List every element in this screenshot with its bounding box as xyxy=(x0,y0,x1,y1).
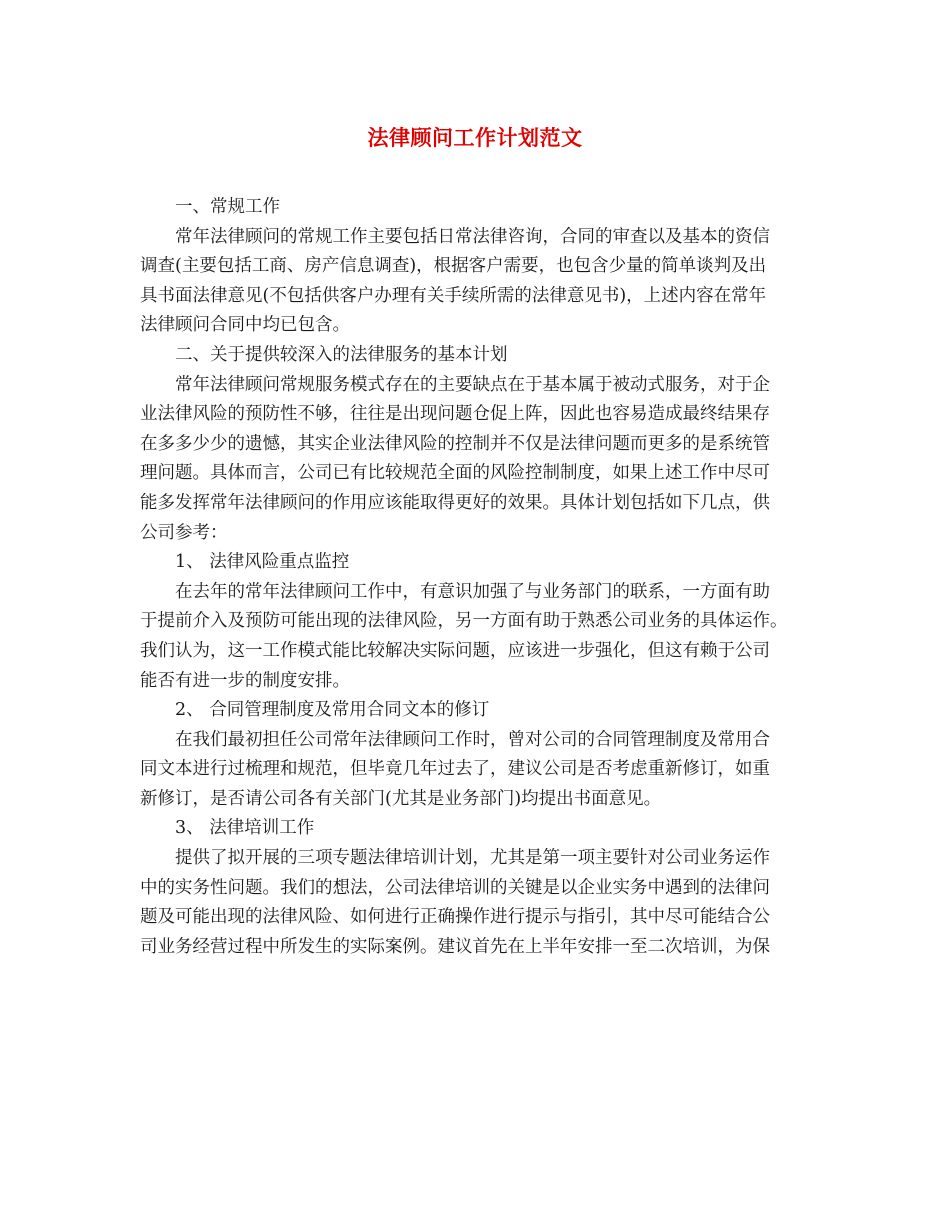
document-body xyxy=(140,193,820,962)
text-line: 新修订，是否请公司各有关部门(尤其是业务部门)均提出书面意见。 xyxy=(140,788,662,809)
text-line: 提供了拟开展的三项专题法律培训计划，尤其是第一项主要针对公司业务运作 xyxy=(175,848,770,869)
text-line: 公司参考： xyxy=(140,522,228,543)
text-line: 二、关于提供较深入的法律服务的基本计划 xyxy=(175,344,508,365)
text-line: 常年法律顾问常规服务模式存在的主要缺点在于基本属于被动式服务，对于企 xyxy=(175,374,770,395)
text-line: 题及可能出现的法律风险、如何进行正确操作进行提示与指引，其中尽可能结合公 xyxy=(140,907,770,928)
text-line: 1、 法律风险重点监控 xyxy=(175,552,350,573)
text-line: 在多多少少的遗憾，其实企业法律风险的控制并不仅是法律问题而更多的是系统管 xyxy=(140,433,770,454)
text-line: 司业务经营过程中所发生的实际案例。建议首先在上半年安排一至二次培训，为保 xyxy=(140,936,770,957)
text-line: 常年法律顾问的常规工作主要包括日常法律咨询，合同的审查以及基本的资信 xyxy=(175,226,770,247)
text-line: 2、 合同管理制度及常用合同文本的修订 xyxy=(175,700,490,721)
text-line: 一、常规工作 xyxy=(175,197,280,217)
text-line: 能否有进一步的制度安排。 xyxy=(140,670,350,691)
text-line: 我们认为，这一工作模式能比较解决实际问题，应该进一步强化，但这有赖于公司 xyxy=(140,640,770,661)
text-line: 调查(主要包括工商、房产信息调查)，根据客户需要，也包含少量的简单谈判及出 xyxy=(140,256,767,277)
text-line: 在我们最初担任公司常年法律顾问工作时，曾对公司的合同管理制度及常用合 xyxy=(175,729,770,750)
text-line: 法律顾问合同中均已包含。 xyxy=(140,315,350,336)
text-line: 理问题。具体而言，公司已有比较规范全面的风险控制制度，如果上述工作中尽可 xyxy=(140,463,770,484)
text-line: 于提前介入及预防可能出现的法律风险，另一方面有助于熟悉公司业务的具体运作。 xyxy=(140,611,788,632)
text-line: 在去年的常年法律顾问工作中，有意识加强了与业务部门的联系，一方面有助 xyxy=(175,581,770,602)
text-line: 同文本进行过梳理和规范，但毕竟几年过去了，建议公司是否考虑重新修订，如重 xyxy=(140,759,770,780)
text-line: 中的实务性问题。我们的想法，公司法律培训的关键是以企业实务中遇到的法律问 xyxy=(140,877,770,898)
text-line: 具书面法律意见(不包括供客户办理有关手续所需的法律意见书)，上述内容在常年 xyxy=(140,285,767,306)
text-line: 3、 法律培训工作 xyxy=(175,818,315,839)
text-line: 能多发挥常年法律顾问的作用应该能取得更好的效果。具体计划包括如下几点，供 xyxy=(140,492,770,513)
text-line: 业法律风险的预防性不够，往往是出现问题仓促上阵，因此也容易造成最终结果存 xyxy=(140,404,770,425)
document-title: 法律顾问工作计划范文 xyxy=(367,126,583,150)
